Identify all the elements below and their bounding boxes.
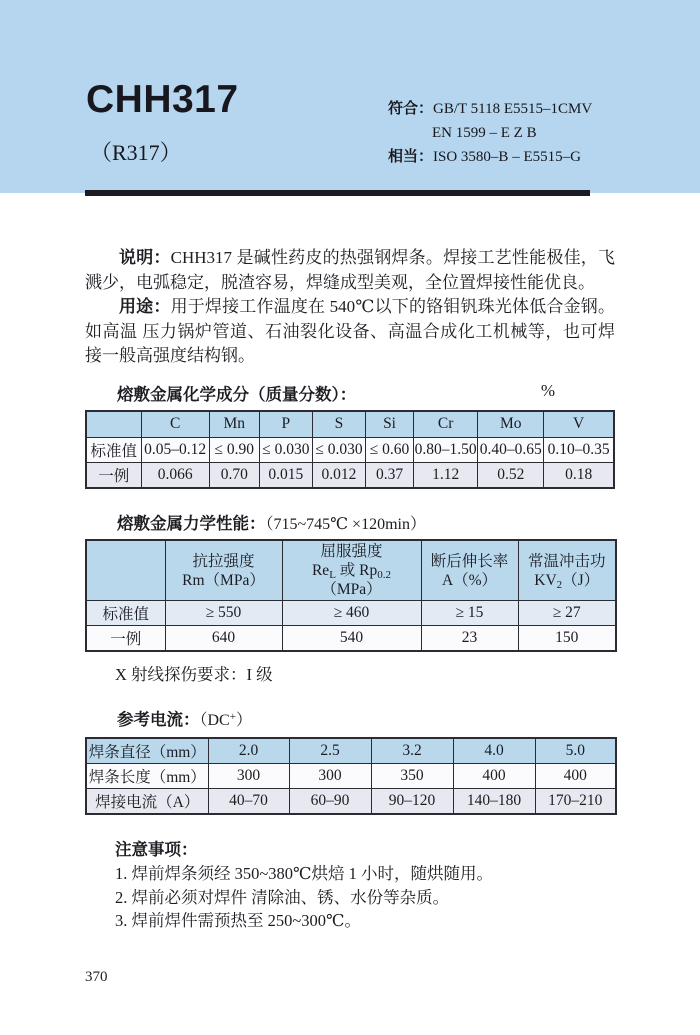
chem-corner-cell: [86, 411, 141, 438]
description-paragraph: [85, 246, 615, 295]
chem-value: 0.10–0.35: [544, 438, 614, 463]
chem-example-row: [86, 463, 614, 489]
chem-col-header: Mn: [209, 411, 259, 438]
note-item: 3. 焊前焊件需预热至 250~300℃。: [115, 911, 362, 930]
mech-example-row: [86, 626, 616, 652]
chem-value: 0.012: [312, 463, 365, 489]
mech-corner-cell: [86, 540, 165, 601]
current-value: 300: [289, 764, 371, 789]
conform-value1: GB/T 5118 E5515–1CMV: [433, 101, 593, 117]
chem-title-text: 熔敷金属化学成分（质量分数）：: [117, 385, 357, 404]
current-table: [85, 737, 617, 815]
equiv-line: [388, 145, 628, 169]
current-value: 170–210: [535, 789, 616, 815]
current-section-title: 参考电流：（DC+）: [117, 711, 252, 729]
current-diameter-row: [86, 738, 616, 764]
standards-block: [388, 97, 628, 169]
mech-standard-row: [86, 601, 616, 626]
mech-value: 640: [165, 626, 282, 652]
shuoming-label: 说明：: [119, 248, 171, 267]
current-value: 4.0: [453, 738, 535, 764]
row-label: 一例: [86, 626, 165, 652]
current-length-row: [86, 764, 616, 789]
xray-requirement-note: X 射线探伤要求：I 级: [115, 665, 273, 684]
chem-col-header: Si: [366, 411, 414, 438]
notes-title: 注意事项：: [115, 841, 198, 859]
chem-value: ≤ 0.030: [259, 438, 312, 463]
current-value: 300: [208, 764, 289, 789]
conform-label: 符合：: [388, 100, 434, 117]
chem-header-row: [86, 411, 614, 438]
mech-value: ≥ 460: [282, 601, 421, 626]
chem-col-header: S: [312, 411, 365, 438]
mech-condition: （715~745℃ ×120min）: [265, 516, 426, 533]
content-column: [85, 246, 615, 933]
row-label: 焊条直径（mm）: [86, 738, 208, 764]
usage-paragraph: [85, 295, 615, 369]
chem-value: 0.52: [478, 463, 544, 489]
current-value: 90–120: [371, 789, 453, 815]
current-value: 350: [371, 764, 453, 789]
current-value: 140–180: [453, 789, 535, 815]
chem-col-header: Cr: [414, 411, 478, 438]
chem-value: 0.066: [141, 463, 209, 489]
chem-section-title: [85, 381, 615, 405]
mech-table: [85, 539, 617, 652]
current-value: 60–90: [289, 789, 371, 815]
mech-value: 150: [518, 626, 616, 652]
header-band: [0, 0, 700, 193]
mech-value: ≥ 15: [421, 601, 518, 626]
chem-col-header: Mo: [478, 411, 544, 438]
current-value: 2.5: [289, 738, 371, 764]
chem-table: [85, 410, 615, 490]
chem-standard-row: [86, 438, 614, 463]
chem-col-header: V: [544, 411, 614, 438]
mech-value: 540: [282, 626, 421, 652]
row-label: 焊条长度（mm）: [86, 764, 208, 789]
mech-col-header-impact: 常温冲击功 $KV_2(J)$: [518, 540, 616, 601]
equiv-label: 相当：: [388, 148, 434, 165]
current-value: 3.2: [371, 738, 453, 764]
mech-col-header-tensile: 抗拉强度 Rm（MPa）: [165, 540, 282, 601]
mech-title-text: 熔敷金属力学性能：: [117, 515, 266, 533]
page-number: 370: [85, 969, 108, 985]
yongtu-text: 用于焊接工作温度在 540℃以下的铬钼钒珠光体低合金钢。如高温 压力锅炉管道、石油裂化设备、高温合成化工机械等，也可焊接一般高强度结构钢。: [85, 297, 615, 365]
mech-value: ≥ 27: [518, 601, 616, 626]
chem-value: 0.37: [366, 463, 414, 489]
product-model-title: CHH317: [86, 78, 239, 121]
mech-value: ≥ 550: [165, 601, 282, 626]
mech-section-title: [85, 510, 615, 534]
chem-value: 0.05–0.12: [141, 438, 209, 463]
yongtu-label: 用途：: [119, 297, 171, 316]
mech-value: 23: [421, 626, 518, 652]
equiv-value: ISO 3580–B – E5515–G: [433, 149, 581, 165]
chem-value: 0.015: [259, 463, 312, 489]
chem-col-header: C: [141, 411, 209, 438]
notes-section: [85, 839, 615, 933]
current-value: 5.0: [535, 738, 616, 764]
chem-unit: %: [540, 380, 555, 400]
current-value: 40–70: [208, 789, 289, 815]
shuoming-text: CHH317 是碱性药皮的热强钢焊条。焊接工艺性能极佳，飞溅少，电弧稳定，脱渣容易，焊缝成型美观，全位置焊接性能优良。: [85, 248, 616, 292]
product-alt-model: （R317）: [90, 140, 182, 165]
conform-line2: EN 1599 – E Z B: [432, 125, 537, 141]
row-label: 焊接电流（A）: [86, 789, 208, 815]
row-label: 标准值: [86, 438, 141, 463]
current-value: 400: [453, 764, 535, 789]
chem-value: 0.40–0.65: [478, 438, 544, 463]
row-label: 标准值: [86, 601, 165, 626]
conform-line1: [388, 97, 628, 121]
note-item: 1. 焊前焊条须经 350~380℃烘焙 1 小时，随烘随用。: [115, 864, 494, 883]
current-value: 2.0: [208, 738, 289, 764]
chem-value: 0.80–1.50: [414, 438, 478, 463]
mech-col-header-elongation: 断后伸长率 A（%）: [421, 540, 518, 601]
chem-value: 0.18: [544, 463, 614, 489]
mech-header-row: [86, 540, 616, 601]
mech-col-header-yield: 屈服强度 $Re_L$ 或 $Rp_{0.2}(MPa)$: [282, 540, 421, 601]
divider-bar: [85, 190, 590, 196]
chem-value: 0.70: [209, 463, 259, 489]
note-item: 2. 焊前必须对焊件 清除油、锈、水份等杂质。: [115, 887, 450, 907]
chem-value: ≤ 0.030: [312, 438, 365, 463]
current-amperage-row: [86, 789, 616, 815]
chem-value: 1.12: [414, 463, 478, 489]
chem-value: ≤ 0.90: [209, 438, 259, 463]
chem-value: ≤ 0.60: [366, 438, 414, 463]
current-title-text: 参考电流：: [117, 711, 200, 729]
current-value: 400: [535, 764, 616, 789]
chem-col-header: P: [259, 411, 312, 438]
row-label: 一例: [86, 463, 141, 489]
